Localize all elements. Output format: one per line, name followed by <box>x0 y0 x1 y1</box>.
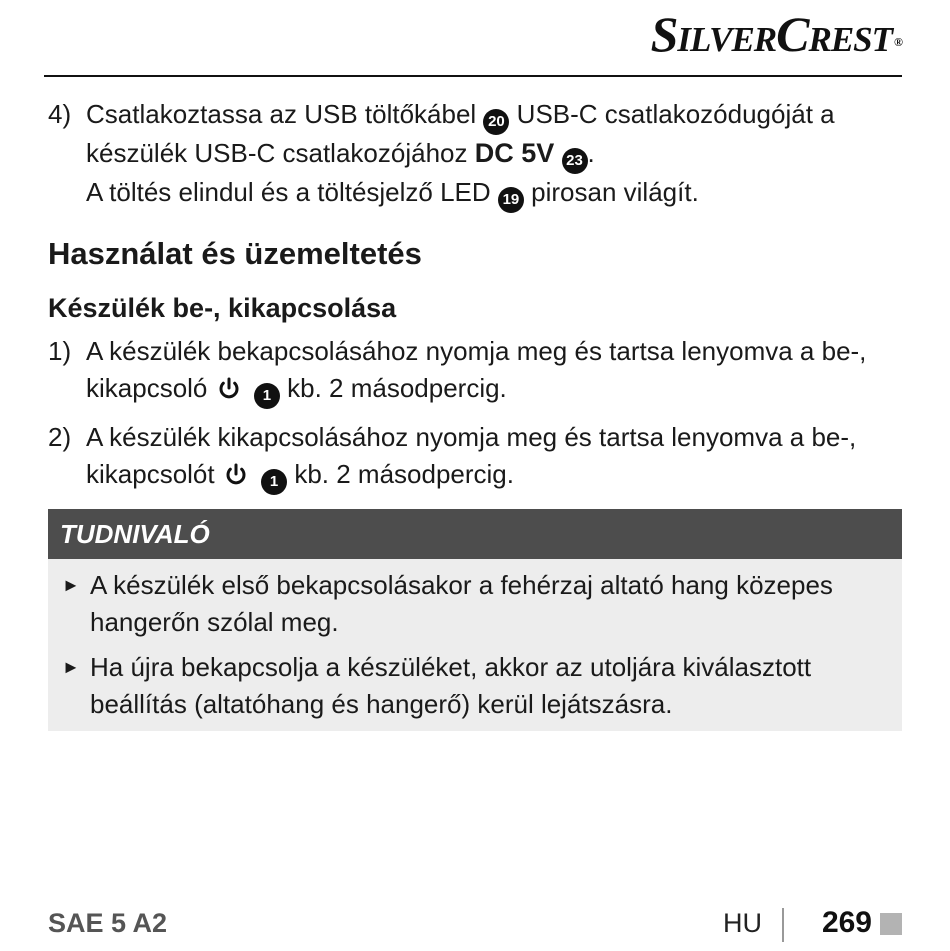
bullet-arrow-icon: ► <box>62 657 80 677</box>
step-text: kikapcsolót <box>86 459 215 489</box>
step-text: Csatlakoztassa az USB töltőkábel <box>86 99 477 129</box>
step-text: A készülék bekapcsolásához nyomja meg és tartsa lenyomva a be-, <box>86 336 867 366</box>
page-number: 269 <box>821 906 872 939</box>
ref-badge-23: 23 <box>562 148 588 174</box>
model-number: SAE 5 A2 <box>48 908 168 938</box>
bullet-text: A készülék első bekapcsolásakor a fehérzaj altató hang közepes <box>90 570 833 600</box>
step-text: kb. 2 másodpercig. <box>287 373 507 403</box>
registered-mark: ® <box>894 35 902 49</box>
step-text: kikapcsoló <box>86 373 208 403</box>
step-number: 2) <box>48 422 72 452</box>
instruction-step-4 <box>48 96 902 213</box>
subsection-heading: Készülék be-, kikapcsolása <box>48 293 397 323</box>
step-number: 4) <box>48 99 72 129</box>
brand-name: SilverCrest <box>650 6 893 62</box>
step-text: A készülék kikapcsolásához nyomja meg és tartsa lenyomva a be-, <box>86 422 857 452</box>
step-text: . <box>587 138 595 168</box>
section-heading: Használat és üzemeltetés <box>48 236 422 271</box>
step-text: pirosan világít. <box>531 177 699 207</box>
bullet-arrow-icon: ► <box>62 575 80 595</box>
power-icon <box>217 377 241 401</box>
dc-label: DC 5V <box>474 138 555 168</box>
ref-badge-1: 1 <box>261 469 287 495</box>
header-rule <box>44 75 902 77</box>
bullet-text: hangerőn szólal meg. <box>90 607 339 637</box>
step-text: készülék USB-C csatlakozójához <box>86 138 468 168</box>
power-icon <box>224 463 248 487</box>
bullet-text: beállítás (altatóhang és hangerő) kerül lejátszásra. <box>90 689 673 719</box>
notice-bullet <box>62 649 890 723</box>
step-text: kb. 2 másodpercig. <box>294 459 514 489</box>
step-text: A töltés elindul és a töltésjelző LED <box>86 177 491 207</box>
notice-bullet <box>62 567 890 641</box>
step-text: USB-C csatlakozódugóját a <box>516 99 835 129</box>
notice-box <box>48 509 902 731</box>
page-footer <box>48 906 902 946</box>
brand-logo <box>651 4 902 64</box>
ref-badge-19: 19 <box>498 187 524 213</box>
language-code: HU <box>723 908 762 938</box>
instruction-step-1 <box>48 333 902 409</box>
notice-title: TUDNIVALÓ <box>48 509 902 559</box>
instruction-step-2 <box>48 419 902 495</box>
bullet-text: Ha újra bekapcsolja a készüléket, akkor az utoljára kiválasztott <box>90 652 812 682</box>
page-marker-square <box>880 913 902 935</box>
footer-divider <box>782 908 784 942</box>
page-content <box>48 96 902 731</box>
ref-badge-20: 20 <box>483 109 509 135</box>
step-number: 1) <box>48 336 72 366</box>
ref-badge-1: 1 <box>254 383 280 409</box>
